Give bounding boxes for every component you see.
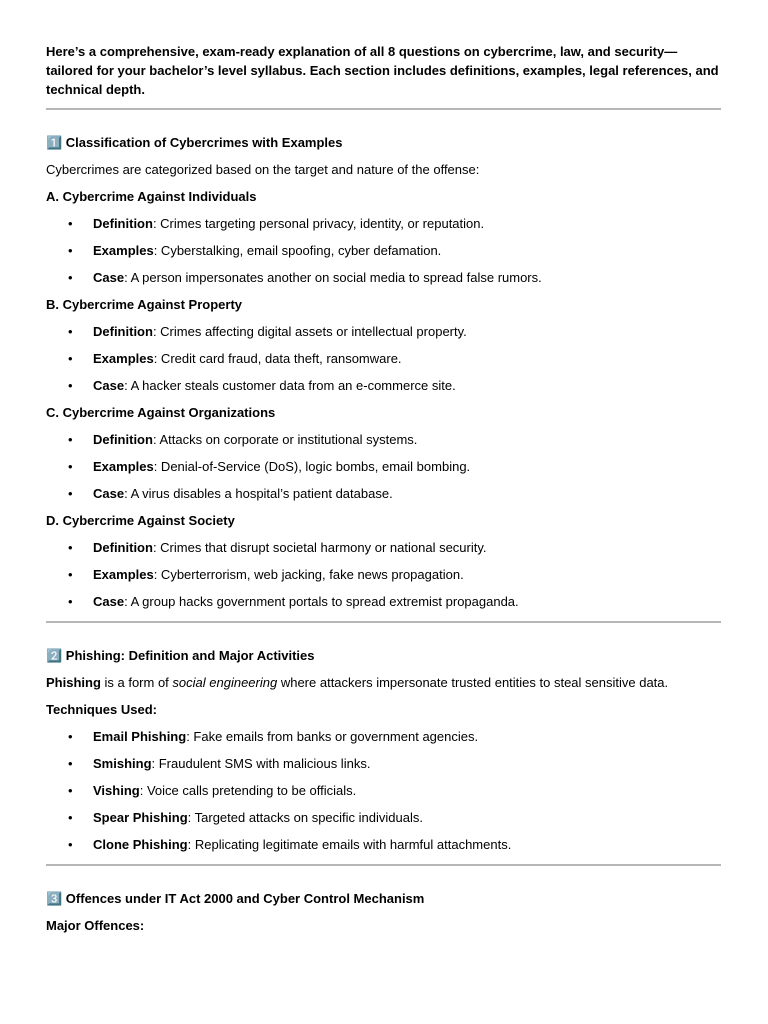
item-text: : Attacks on corporate or institutional systems. — [152, 432, 418, 447]
list-item — [46, 782, 721, 800]
item-term: Smishing — [93, 756, 152, 771]
major-offences-heading: Major Offences: — [46, 918, 145, 933]
item-term: Examples — [93, 351, 154, 366]
list-item — [46, 836, 721, 854]
item-text: : Fraudulent SMS with malicious links. — [151, 756, 371, 771]
section-3-title: 3️⃣ Offences under IT Act 2000 and Cyber Control Mechanism — [46, 891, 425, 906]
item-text: : Crimes targeting personal privacy, identity, or reputation. — [152, 216, 485, 231]
item-term: Case — [93, 594, 125, 609]
lead-text: is a form of — [100, 675, 173, 690]
item-term: Vishing — [93, 783, 140, 798]
item-term: Case — [93, 486, 125, 501]
divider — [46, 108, 721, 110]
item-term: Definition — [93, 540, 153, 555]
phishing-term: Phishing — [46, 675, 101, 690]
intro-paragraph: Here’s a comprehensive, exam-ready explanation of all 8 questions on cybercrime, law, and security—tailored for your bachelor’s level syllabus. Each section includes definitions, examples, legal references, and technical depth. — [46, 44, 719, 97]
list-item — [46, 485, 721, 503]
item-text: : A group hacks government portals to spread extremist propaganda. — [124, 594, 519, 609]
list-item — [46, 755, 721, 773]
item-text: : Fake emails from banks or government agencies. — [186, 729, 479, 744]
list-item — [46, 242, 721, 260]
group-c-list — [46, 431, 721, 503]
group-b-heading: B. Cybercrime Against Property — [46, 297, 243, 312]
lead-text: where attackers impersonate trusted entities to steal sensitive data. — [277, 675, 669, 690]
section-2-lead — [46, 674, 721, 692]
section-2-title: 2️⃣ Phishing: Definition and Major Activities — [46, 648, 315, 663]
group-b-list — [46, 323, 721, 395]
item-text: : A person impersonates another on social media to spread false rumors. — [124, 270, 542, 285]
group-c-heading: C. Cybercrime Against Organizations — [46, 405, 276, 420]
item-text: : Voice calls pretending to be officials. — [139, 783, 357, 798]
list-item — [46, 566, 721, 584]
item-text: : Credit card fraud, data theft, ransomware. — [153, 351, 402, 366]
list-item — [46, 431, 721, 449]
item-term: Definition — [93, 432, 153, 447]
group-d-heading: D. Cybercrime Against Society — [46, 513, 235, 528]
item-text: : A hacker steals customer data from an e-commerce site. — [124, 378, 456, 393]
item-term: Definition — [93, 216, 153, 231]
item-term: Clone Phishing — [93, 837, 188, 852]
list-item — [46, 728, 721, 746]
list-item — [46, 350, 721, 368]
item-text: : Cyberterrorism, web jacking, fake news propagation. — [153, 567, 464, 582]
item-text: : Replicating legitimate emails with harmful attachments. — [187, 837, 512, 852]
item-term: Examples — [93, 243, 154, 258]
item-text: : Crimes that disrupt societal harmony or national security. — [152, 540, 487, 555]
item-text: : Denial-of-Service (DoS), logic bombs, email bombing. — [153, 459, 471, 474]
list-item — [46, 809, 721, 827]
item-term: Examples — [93, 459, 154, 474]
item-term: Examples — [93, 567, 154, 582]
item-term: Definition — [93, 324, 153, 339]
item-term: Email Phishing — [93, 729, 187, 744]
divider — [46, 621, 721, 623]
list-item — [46, 539, 721, 557]
list-item — [46, 269, 721, 287]
item-text: : Targeted attacks on specific individuals. — [187, 810, 423, 825]
item-term: Case — [93, 378, 125, 393]
social-engineering-term: social engineering — [172, 675, 278, 690]
item-term: Case — [93, 270, 125, 285]
list-item — [46, 593, 721, 611]
item-text: : Crimes affecting digital assets or intellectual property. — [152, 324, 467, 339]
list-item — [46, 458, 721, 476]
item-term: Spear Phishing — [93, 810, 188, 825]
item-text: : A virus disables a hospital’s patient database. — [124, 486, 393, 501]
section-1-lead: Cybercrimes are categorized based on the target and nature of the offense: — [46, 162, 480, 177]
divider — [46, 864, 721, 866]
list-item — [46, 323, 721, 341]
techniques-heading: Techniques Used: — [46, 702, 158, 717]
list-item — [46, 377, 721, 395]
group-d-list — [46, 539, 721, 611]
group-a-list — [46, 215, 721, 287]
techniques-list — [46, 728, 721, 854]
item-text: : Cyberstalking, email spoofing, cyber defamation. — [153, 243, 442, 258]
section-1-title: 1️⃣ Classification of Cybercrimes with Examples — [46, 135, 343, 150]
group-a-heading: A. Cybercrime Against Individuals — [46, 189, 257, 204]
list-item — [46, 215, 721, 233]
